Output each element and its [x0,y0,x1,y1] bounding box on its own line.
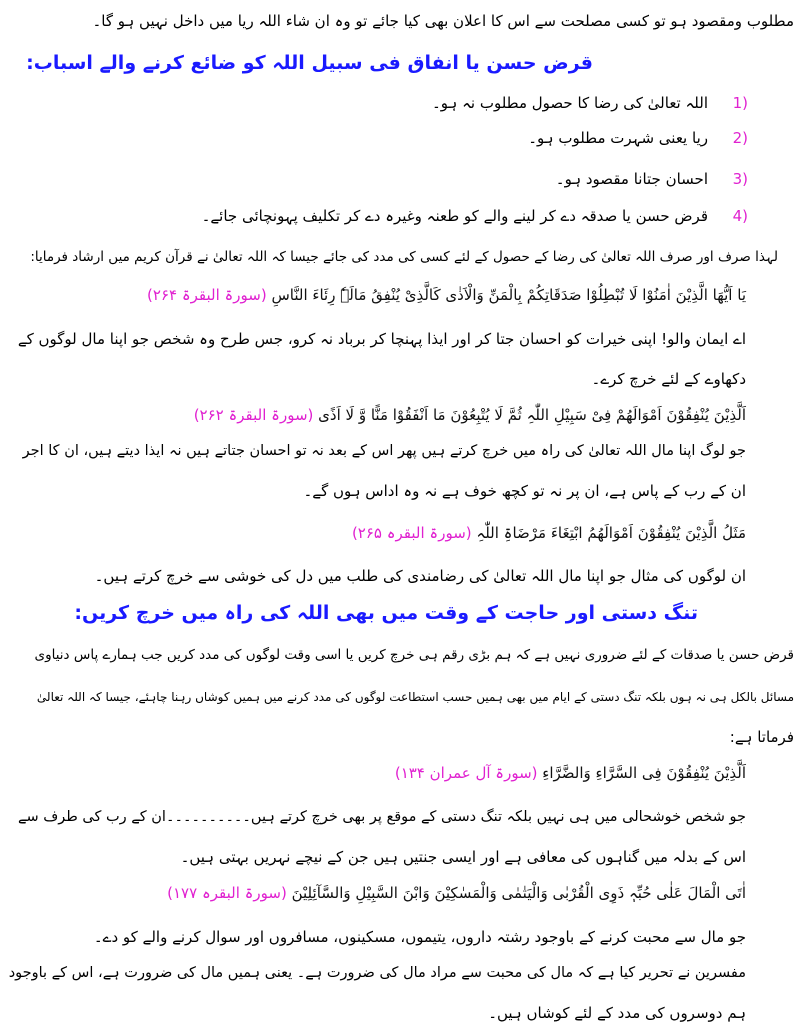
reason-2: ریا یعنی شہرت مطلوب ہو۔ [528,129,708,147]
verse-3-arabic: مَثَلُ الَّذِیْنَ یُنْفِقُوْنَ اَمْوَالَھُمُ ابْتِغَاءَ مَرْضَاۃِ اللّٰہِ [476,524,746,542]
verse-3-translation: ان لوگوں کی مثال جو اپنا مال اللہ تعالیٰ کی رضامندی کی طلب میں دل کی خوشی سے خرچ کرتے ہیں۔ [94,567,746,585]
verse-1-arabic: یَا اَیُّھَا الَّذِیْنَ اٰمَنُوْا لَا تُبْطِلُوْا صَدَقَاتِکُمْ بِالْمَنِّ وَالْاَذٰی کَالَّذِیْ یُنْفِقُ مَالَہٗ رِئَاءَ النَّاسِ [271,286,746,304]
verse-3 [352,522,746,544]
verse-4-translation-line-1: جو شخص خوشحالی میں ہی نہیں بلکہ تنگ دستی کے موقع پر بھی خرچ کرتے ہیں۔۔۔۔۔۔۔۔۔۔ان کے رب کی طرف سے [17,809,746,825]
verse-2 [194,404,746,426]
verse-1-translation-line-2: دکھاوے کے لئے خرچ کرے۔ [591,370,746,388]
verse-2-arabic: اَلَّذِیْنَ یُنْفِقُوْنَ اَمْوَالَھُمْ فِیْ سَبِیْلِ اللّٰہِ ثُمَّ لَا یُتْبِعُوْنَ مَا اَنْفَقُوْا مَنًّا وَّ لَا اَذًی [318,406,746,424]
verse-4 [395,762,746,784]
reason-4: قرض حسن یا صدقہ دے کر لینے والے کو طعنہ وغیرہ دے کر تکلیف پہونچائی جائے۔ [201,207,708,225]
verse-4-translation-line-2: اس کے بدلہ میں گناہوں کی معافی ہے اور ایسی جنتیں ہیں جن کے نیچے نہریں بہتی ہیں۔ [180,848,746,866]
para3-line-1: مفسرین نے تحریر کیا ہے کہ مال کی محبت سے مراد مال کی ضرورت ہے۔ یعنی ہمیں مال کی ضرورت ہے، اس کے باوجود [8,965,746,981]
reason-1: اللہ تعالیٰ کی رضا کا حصول مطلوب نہ ہو۔ [432,94,708,112]
verse-1-translation-line-1: اے ایمان والو! اپنی خیرات کو احسان جتا کر اور ایذا پہنچا کر برباد نہ کرو، جس طرح وہ شخص جو اپنا مال لوگوں کے [17,330,746,348]
verse-5 [167,882,746,904]
para2-line-3: فرماتا ہے: [729,728,794,746]
reason-number-2: 2) [732,129,748,147]
verse-2-reference: (سورۃ البقرۃ ۲۶۲) [193,406,314,424]
verse-5-reference: (سورۃ البقرہ ۱۷۷) [167,884,287,902]
para2-line-1: قرض حسن یا صدقات کے لئے ضروری نہیں ہے کہ ہم بڑی رقم ہی خرچ کریں یا اسی وقت لوگوں کی مدد کریں جب ہمارے پاس دنیاوی [34,647,794,663]
reason-number-4: 4) [732,207,748,225]
reason-number-1: 1) [732,94,748,112]
verse-5-translation: جو مال سے محبت کرنے کے باوجود رشتہ داروں، یتیموں، مسکینوں، مسافروں اور سوال کرنے والے کو دے۔ [93,928,746,946]
heading-reasons: قرض حسن یا انفاق فی سبیل اللہ کو ضائع کرنے والے اسباب: [26,52,593,74]
conclusion-line: لہذا صرف اور صرف اللہ تعالیٰ کی رضا کے حصول کے لئے کسی کی مدد کی جائے جیسا کہ اللہ تعالیٰ نے قرآن کریم میں ارشاد فرمایا: [30,249,778,265]
para2-line-2: مسائل بالکل ہی نہ ہوں بلکہ تنگ دستی کے ایام میں بھی ہمیں حسب استطاعت لوگوں کی مدد کرنے میں ہمیں کوشاں رہنا چاہئے، جیسا کہ اللہ تعالیٰ [36,690,794,704]
verse-2-translation-line-2: ان کے رب کے پاس ہے، ان پر نہ تو کچھ خوف ہے نہ وہ اداس ہوں گے۔ [303,482,746,500]
verse-1-reference: (سورۃ البقرۃ ۲۶۴) [147,286,267,304]
para3-line-2: ہم دوسروں کی مدد کے لئے کوشاں ہیں۔ [488,1004,746,1022]
intro-line: مطلوب ومقصود ہو تو کسی مصلحت سے اس کا اعلان بھی کیا جائے تو وہ ان شاء اللہ ریا میں داخل نہیں ہو گا۔ [92,12,794,30]
reason-3: احسان جتانا مقصود ہو۔ [555,170,708,188]
verse-4-reference: (سورۃ آل عمران ۱۳۴) [394,764,538,782]
verse-4-arabic: اَلَّذِیْنَ یُنْفِقُوْنَ فِی السَّرَّاءِ وَالضَّرَّاءِ [542,764,746,782]
heading-hardship: تنگ دستی اور حاجت کے وقت میں بھی اللہ کی راہ میں خرچ کریں: [74,602,698,624]
verse-2-translation-line-1: جو لوگ اپنا مال اللہ تعالیٰ کی راہ میں خرچ کرتے ہیں پھر اس کے بعد نہ تو احسان جتاتے ہیں نہ ایذا دیتے ہیں، ان کا اجر [22,443,746,459]
verse-5-arabic: اٰتَی الْمَالَ عَلٰی حُبِّہٖ ذَوِی الْقُرْبٰی وَالْیَتٰمٰی وَالْمَسٰکِیْنَ وَابْنَ السَّبِیْلِ وَالسَّآئِلِیْنَ [291,884,746,902]
reason-number-3: 3) [732,170,748,188]
verse-1 [147,284,746,306]
verse-3-reference: (سورۃ البقرہ ۲۶۵) [351,524,472,542]
